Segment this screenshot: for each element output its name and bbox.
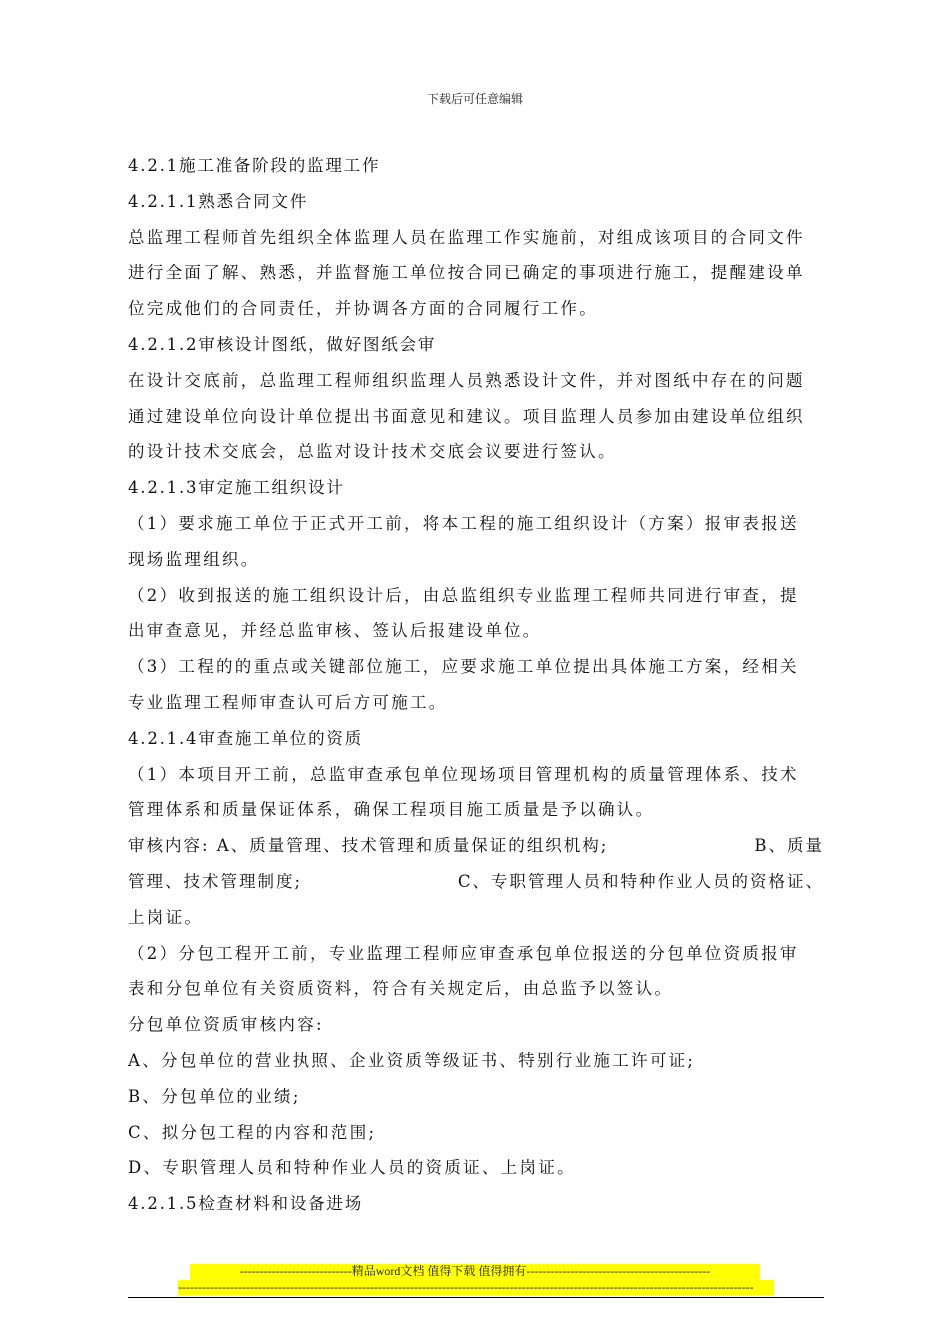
paragraph-line: 在设计交底前，总监理工程师组织监理人员熟悉设计文件，并对图纸中存在的问题 xyxy=(128,370,805,390)
subsection-heading: 4.2.1.2审核设计图纸，做好图纸会审 xyxy=(128,334,437,354)
footer-banner: ----------------------------精品word文档 值得下载 值得拥有---------------------------------------------- xyxy=(190,1264,760,1279)
list-item: D、专职管理人员和特种作业人员的资质证、上岗证。 xyxy=(128,1158,576,1178)
paragraph-line: （1）要求施工单位于正式开工前，将本工程的施工组织设计（方案）报审表报送 xyxy=(128,513,799,533)
paragraph-line: 管理体系和质量保证体系，确保工程项目施工质量是予以确认。 xyxy=(128,800,655,820)
paragraph-line: 出审查意见，并经总监审核、签认后报建设单位。 xyxy=(128,621,542,641)
subsection-heading: 4.2.1.1熟悉合同文件 xyxy=(128,191,309,211)
review-content-line xyxy=(128,864,824,900)
paragraph-line: 总监理工程师首先组织全体监理人员在监理工作实施前，对组成该项目的合同文件 xyxy=(128,227,805,247)
paragraph-line: 现场监理组织。 xyxy=(128,549,260,569)
review-content-right: C、专职管理人员和特种作业人员的资格证、 xyxy=(457,871,824,891)
review-content-right: B、质量 xyxy=(754,836,824,856)
paragraph-line: 分包单位资质审核内容: xyxy=(128,1015,324,1035)
subsection-heading: 4.2.1.4审查施工单位的资质 xyxy=(128,728,364,748)
paragraph-line: 进行全面了解、熟悉，并监督施工单位按合同已确定的事项进行施工，提醒建设单 xyxy=(128,263,805,283)
paragraph-line: （2）分包工程开工前，专业监理工程师应审查承包单位报送的分包单位资质报审 xyxy=(128,943,799,963)
paragraph-line: 上岗证。 xyxy=(128,907,204,927)
paragraph-line: 表和分包单位有关资质资料，符合有关规定后，由总监予以签认。 xyxy=(128,979,674,999)
paragraph-line: 专业监理工程师审查认可后方可施工。 xyxy=(128,692,448,712)
paragraph-line: （2）收到报送的施工组织设计后，由总监组织专业监理工程师共同进行审查，提 xyxy=(128,585,799,605)
list-item: A、分包单位的营业执照、企业资质等级证书、特别行业施工许可证; xyxy=(128,1050,696,1070)
paragraph-line: 位完成他们的合同责任，并协调各方面的合同履行工作。 xyxy=(128,299,598,319)
review-content-line xyxy=(128,828,824,864)
list-item: C、拟分包工程的内容和范围; xyxy=(128,1122,377,1142)
review-content-left: 审核内容: A、质量管理、技术管理和质量保证的组织机构; xyxy=(128,836,609,856)
paragraph-line: （1）本项目开工前，总监审查承包单位现场项目管理机构的质量管理体系、技术 xyxy=(128,764,799,784)
paragraph-line: （3）工程的的重点或关键部位施工，应要求施工单位提出具体施工方案，经相关 xyxy=(128,657,799,677)
subsection-heading: 4.2.1.5检查材料和设备进场 xyxy=(128,1194,364,1214)
paragraph-line: 的设计技术交底会，总监对设计技术交底会议要进行签认。 xyxy=(128,442,617,462)
document-body xyxy=(128,148,824,1222)
paragraph-line: 通过建设单位向设计单位提出书面意见和建议。项目监理人员参加由建设单位组织 xyxy=(128,406,805,426)
list-item: B、分包单位的业绩; xyxy=(128,1086,301,1106)
review-content-left: 管理、技术管理制度; xyxy=(128,871,303,891)
footer-rule xyxy=(128,1297,824,1298)
subsection-heading: 4.2.1.3审定施工组织设计 xyxy=(128,478,345,498)
header-note: 下载后可任意编辑 xyxy=(426,92,523,106)
section-heading: 4.2.1施工准备阶段的监理工作 xyxy=(128,156,381,175)
footer-dash-line: ------------------------------------------------------------------------------------------------------------------------------------------------ xyxy=(178,1280,774,1295)
